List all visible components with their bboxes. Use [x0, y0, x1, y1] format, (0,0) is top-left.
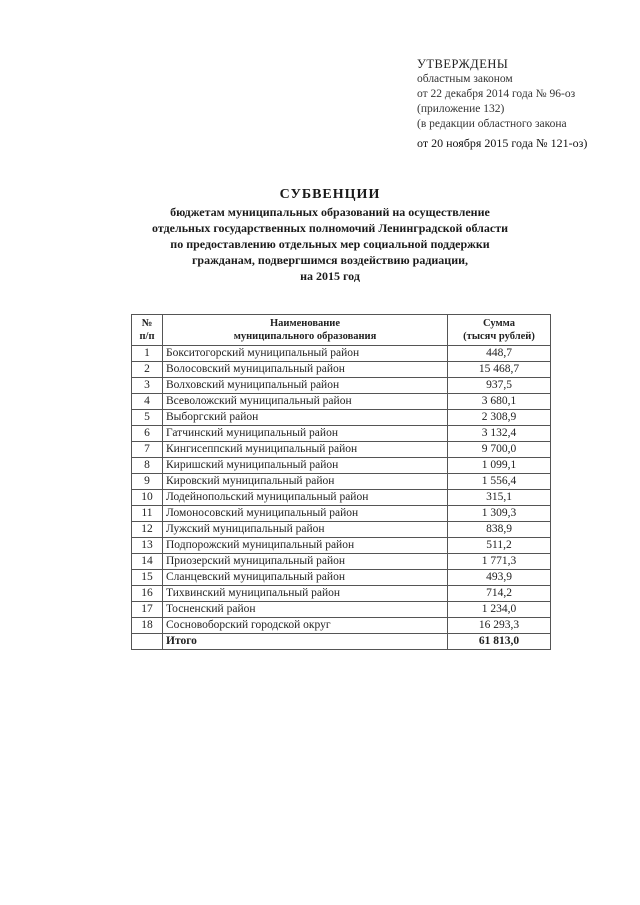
- row-number: 8: [132, 458, 163, 474]
- approval-edition-line: (в редакции областного закона: [417, 118, 567, 130]
- row-number: 14: [132, 554, 163, 570]
- table-row: [132, 538, 551, 554]
- header-name: [163, 315, 448, 346]
- table-row: [132, 362, 551, 378]
- row-sum: 838,9: [448, 522, 551, 538]
- row-sum: 1 556,4: [448, 474, 551, 490]
- header-sum-line2: (тысяч рублей): [463, 331, 535, 342]
- header-number-line2: п/п: [139, 331, 155, 342]
- row-sum: 15 468,7: [448, 362, 551, 378]
- total-label: Итого: [163, 634, 448, 650]
- table-row: [132, 586, 551, 602]
- table-row: [132, 378, 551, 394]
- row-sum: 1 771,3: [448, 554, 551, 570]
- table-row: [132, 490, 551, 506]
- row-name: Волховский муниципальный район: [163, 378, 448, 394]
- header-name-line1: Наименование: [270, 318, 340, 329]
- header-name-line2: муниципального образования: [233, 331, 377, 342]
- title-line-2: отдельных государственных полномочий Ленинградской области: [151, 221, 509, 235]
- total-sum: 61 813,0: [448, 634, 551, 650]
- row-name: Сосновоборский городской округ: [163, 618, 448, 634]
- table-header-row: [132, 315, 551, 346]
- row-name: Ломоносовский муниципальный район: [163, 506, 448, 522]
- row-number: 12: [132, 522, 163, 538]
- row-sum: 493,9: [448, 570, 551, 586]
- table-total-row: [132, 634, 551, 650]
- row-number: 16: [132, 586, 163, 602]
- row-sum: 16 293,3: [448, 618, 551, 634]
- row-name: Волосовский муниципальный район: [163, 362, 448, 378]
- row-number: 5: [132, 410, 163, 426]
- row-number: 9: [132, 474, 163, 490]
- row-number: 18: [132, 618, 163, 634]
- table-row: [132, 458, 551, 474]
- approval-stamp-title: УТВЕРЖДЕНЫ: [417, 57, 509, 71]
- title-main: СУБВЕНЦИИ: [279, 187, 381, 202]
- row-number: 4: [132, 394, 163, 410]
- approval-date-line: от 22 декабря 2014 года № 96-оз: [417, 88, 576, 100]
- row-number: 17: [132, 602, 163, 618]
- title-line-4: гражданам, подвергшимся воздействию радиации,: [191, 253, 469, 267]
- approval-law-line: областным законом: [417, 73, 513, 85]
- row-sum: 1 309,3: [448, 506, 551, 522]
- row-name: Подпорожский муниципальный район: [163, 538, 448, 554]
- table-row: [132, 442, 551, 458]
- row-name: Всеволожский муниципальный район: [163, 394, 448, 410]
- row-sum: 2 308,9: [448, 410, 551, 426]
- approval-block: [417, 57, 632, 151]
- header-sum: [448, 315, 551, 346]
- row-number: 1: [132, 346, 163, 362]
- approval-appendix-line: (приложение 132): [417, 103, 505, 115]
- row-name: Тихвинский муниципальный район: [163, 586, 448, 602]
- table-row: [132, 522, 551, 538]
- header-sum-line1: Сумма: [483, 318, 515, 329]
- table-row: [132, 426, 551, 442]
- row-sum: 1 234,0: [448, 602, 551, 618]
- table-row: [132, 554, 551, 570]
- table-row: [132, 602, 551, 618]
- table-body: [132, 346, 551, 650]
- row-number: 10: [132, 490, 163, 506]
- row-name: Сланцевский муниципальный район: [163, 570, 448, 586]
- table-row: [132, 410, 551, 426]
- table-row: [132, 346, 551, 362]
- row-sum: 3 680,1: [448, 394, 551, 410]
- row-number: 11: [132, 506, 163, 522]
- row-name: Тосненский район: [163, 602, 448, 618]
- row-sum: 448,7: [448, 346, 551, 362]
- row-sum: 714,2: [448, 586, 551, 602]
- table-row: [132, 506, 551, 522]
- table-row: [132, 394, 551, 410]
- row-name: Кировский муниципальный район: [163, 474, 448, 490]
- row-sum: 937,5: [448, 378, 551, 394]
- row-name: Бокситогорский муниципальный район: [163, 346, 448, 362]
- table-row: [132, 618, 551, 634]
- row-number: 3: [132, 378, 163, 394]
- row-name: Гатчинский муниципальный район: [163, 426, 448, 442]
- row-number: 7: [132, 442, 163, 458]
- row-name: Приозерский муниципальный район: [163, 554, 448, 570]
- row-number: 15: [132, 570, 163, 586]
- title-line-3: по предоставлению отдельных мер социальной поддержки: [170, 237, 490, 251]
- row-sum: 9 700,0: [448, 442, 551, 458]
- table-row: [132, 474, 551, 490]
- row-number: 2: [132, 362, 163, 378]
- approval-edition-date-line: от 20 ноября 2015 года № 121-оз): [417, 136, 588, 150]
- row-number: 6: [132, 426, 163, 442]
- total-number-cell: [132, 634, 163, 650]
- row-name: Киришский муниципальный район: [163, 458, 448, 474]
- title-line-5: на 2015 год: [300, 269, 360, 283]
- row-name: Лодейнопольский муниципальный район: [163, 490, 448, 506]
- document-title: [120, 186, 540, 284]
- row-sum: 315,1: [448, 490, 551, 506]
- subvention-table: [131, 314, 551, 650]
- row-sum: 3 132,4: [448, 426, 551, 442]
- row-name: Кингисеппский муниципальный район: [163, 442, 448, 458]
- row-sum: 1 099,1: [448, 458, 551, 474]
- row-name: Лужский муниципальный район: [163, 522, 448, 538]
- row-sum: 511,2: [448, 538, 551, 554]
- row-name: Выборгский район: [163, 410, 448, 426]
- row-number: 13: [132, 538, 163, 554]
- table-row: [132, 570, 551, 586]
- title-line-1: бюджетам муниципальных образований на осуществление: [170, 205, 490, 219]
- header-number-line1: №: [141, 318, 153, 329]
- header-number: [132, 315, 163, 346]
